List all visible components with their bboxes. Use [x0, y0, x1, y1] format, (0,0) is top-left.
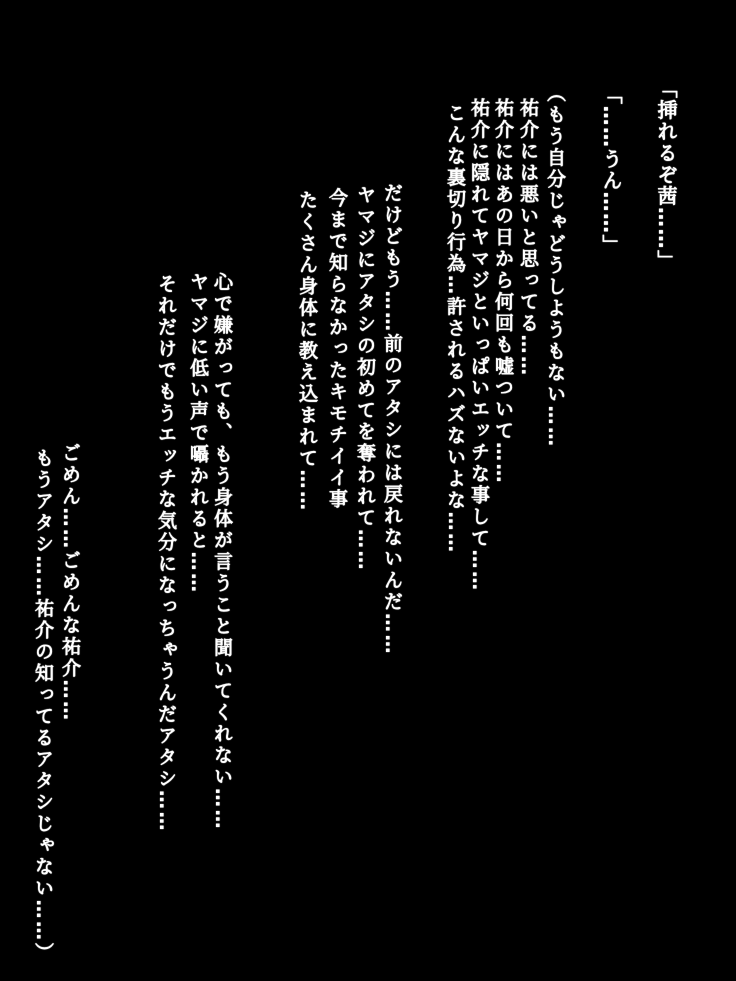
vertical-text-line-11: たくさん身体に教え込まれて……	[296, 190, 318, 513]
vertical-text-line-12: 心で嫌がっても、もう身体が言うこと聞いてくれない……	[211, 272, 233, 831]
vertical-text-line-15: ごめん……ごめんな祐介……	[59, 443, 81, 723]
vertical-text-line-03: （もう自分じゃどうしようもない……	[544, 83, 566, 449]
vertical-text-line-10: 今まで知らなかったキモチイイ事	[326, 188, 348, 511]
vertical-text-line-09: ヤマジにアタシの初めてを奪われて……	[354, 185, 376, 572]
vertical-text-line-01: 「挿れるぞ茜……」	[654, 78, 678, 272]
vertical-text-line-13: ヤマジに低い声で囁かれると……	[187, 272, 209, 595]
vertical-text-line-02: 「……うん……」	[599, 84, 623, 256]
vertical-text-line-16: もうアタシ……祐介の知ってるアタシじゃない……）	[32, 448, 54, 964]
vertical-text-line-06: 祐介に隠れてヤマジといっぱいエッチな事して……	[468, 98, 490, 593]
vertical-text-line-14: それだけでもうエッチな気分になっちゃうんだアタシ……	[155, 274, 177, 833]
vertical-text-line-07: こんな裏切り行為…許されるハズないよな……	[444, 103, 466, 555]
vertical-text-line-05: 祐介にはあの日から何回も嘘ついて……	[492, 98, 514, 485]
vertical-text-line-08: だけどもう……前のアタシには戻れないんだ……	[381, 183, 403, 656]
vertical-text-line-04: 祐介には悪いと思ってる……	[517, 98, 539, 378]
